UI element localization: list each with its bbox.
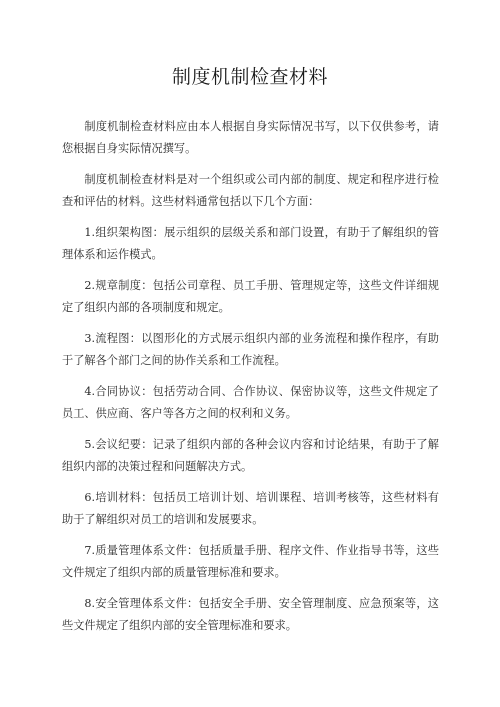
paragraph-item-org-chart: 1.组织架构图：展示组织的层级关系和部门设置，有助于了解组织的管理体系和运作模式。 (62, 226, 439, 261)
paragraph-intro-note: 制度机制检查材料应由本人根据自身实际情况书写，以下仅供参考，请您根据自身实际情况撰写。 (62, 120, 439, 155)
paragraph-item-safety-system: 8.安全管理体系文件：包括安全手册、安全管理制度、应急预案等，这些文件规定了组织内部的安全管理标准和要求。 (62, 597, 439, 632)
paragraph-item-quality-system: 7.质量管理体系文件：包括质量手册、程序文件、作业指导书等，这些文件规定了组织内部的质量管理标准和要求。 (62, 544, 439, 579)
paragraph-item-meeting-minutes: 5.会议纪要：记录了组织内部的各种会议内容和讨论结果，有助于了解组织内部的决策过程和问题解决方式。 (62, 438, 439, 473)
paragraph-item-regulations: 2.规章制度：包括公司章程、员工手册、管理规定等，这些文件详细规定了组织内部的各项制度和规定。 (62, 279, 439, 314)
document-body (62, 116, 439, 646)
document-title: 制度机制检查材料 (171, 66, 328, 88)
paragraph-definition: 制度机制检查材料是对一个组织或公司内部的制度、规定和程序进行检查和评估的材料。这些材料通常包括以下几个方面： (62, 173, 439, 208)
paragraph-item-flowchart: 3.流程图：以图形化的方式展示组织内部的业务流程和操作程序，有助于了解各个部门之间的协作关系和工作流程。 (62, 332, 439, 367)
paragraph-item-training: 6.培训材料：包括员工培训计划、培训课程、培训考核等，这些材料有助于了解组织对员工的培训和发展要求。 (62, 491, 439, 526)
paragraph-item-contracts: 4.合同协议：包括劳动合同、合作协议、保密协议等，这些文件规定了员工、供应商、客户等各方之间的权利和义务。 (62, 385, 439, 420)
